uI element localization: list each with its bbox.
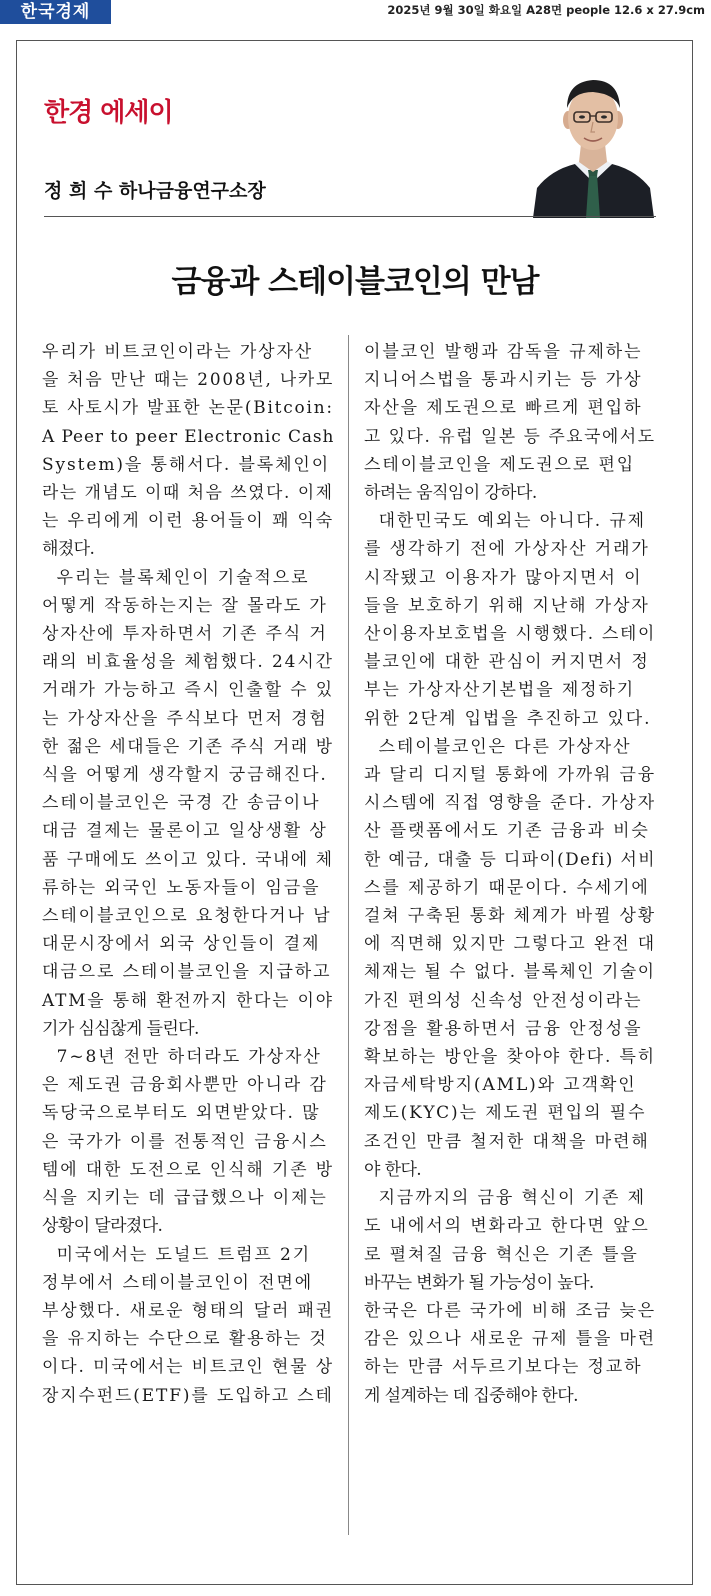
body-line: 한국은 다른 국가에 비해 조금 늦은 <box>364 1300 657 1321</box>
body-line: 과 달리 디지털 통화에 가까워 금융 <box>364 765 657 786</box>
body-line: 가진 편의성 신속성 안전성이라는 <box>364 990 643 1011</box>
body-line: 감은 있으나 새로운 규제 틀을 마련 <box>364 1329 657 1350</box>
body-line: 독당국으로부터도 외면받았다. 많 <box>42 1103 321 1124</box>
body-line: 블코인에 대한 관심이 커지면서 정 <box>364 652 650 673</box>
masthead <box>0 0 711 24</box>
body-line: 게 설계하는 데 집중해야 한다. <box>364 1385 578 1406</box>
body-line: 식을 어떻게 생각할지 궁금해진다. <box>42 765 328 786</box>
body-line: 하려는 움직임이 강하다. <box>364 483 537 504</box>
body-line: 로 펼쳐질 금융 혁신은 기존 틀을 <box>364 1244 639 1265</box>
body-line: 품 구매에도 쓰이고 있다. 국내에 체 <box>42 849 334 870</box>
body-line: 식을 지키는 데 급급했으나 이제는 <box>42 1188 328 1209</box>
body-line: 상황이 달라졌다. <box>42 1216 163 1237</box>
body-line: 강점을 활용하면서 금융 안정성을 <box>364 1018 643 1039</box>
section-title: 한경 에세이 <box>44 98 173 128</box>
body-line: 장지수펀드(ETF)를 도입하고 스테 <box>42 1385 334 1406</box>
body-line: 한 예금, 대출 등 디파이(Defi) 서비 <box>364 849 656 870</box>
body-line: 대문시장에서 외국 상인들이 결제 <box>42 934 321 955</box>
body-line: 스테이블코인은 다른 가상자산 <box>364 736 632 757</box>
body-line: 스테이블코인은 국경 간 송금이나 <box>42 793 321 814</box>
body-line: 상자산에 투자하면서 기존 주식 거 <box>42 624 328 645</box>
body-line: A Peer to peer Electronic Cash <box>42 426 335 447</box>
body-line: 대금 결제는 물론이고 일상생활 상 <box>42 821 328 842</box>
body-line: 자금세탁방지(AML)와 고객확인 <box>364 1075 637 1096</box>
body-line: 을 처음 만난 때는 2008년, 나카모 <box>42 370 335 391</box>
header-rule <box>44 216 656 217</box>
body-line: 은 국가가 이를 전통적인 금융시스 <box>42 1131 328 1152</box>
body-line: 는 우리에게 이런 용어들이 꽤 익숙 <box>42 511 335 532</box>
body-line: 거래가 가능하고 즉시 인출할 수 있 <box>42 680 335 701</box>
column-divider <box>348 335 349 1535</box>
body-line: 도 내에서의 변화라고 한다면 앞으 <box>364 1216 650 1237</box>
author-portrait <box>531 70 656 218</box>
body-line: 자산을 제도권으로 빠르게 편입하 <box>364 398 643 419</box>
body-line: 걸쳐 구축된 통화 체계가 바뀔 상황 <box>364 906 657 927</box>
body-line: 기가 심심찮게 들린다. <box>42 1018 199 1039</box>
body-line: 이블코인 발행과 감독을 규제하는 <box>364 342 643 362</box>
body-line: 은 제도권 금융회사뿐만 아니라 감 <box>42 1075 328 1096</box>
body-line: 는 가상자산을 주식보다 먼저 경험 <box>42 708 328 729</box>
body-column-left <box>42 338 334 1410</box>
edition-info: 2025년 9월 30일 화요일 A28면 people 12.6 x 27.9cm <box>387 3 705 17</box>
body-line: 미국에서는 도널드 트럼프 2기 <box>42 1244 312 1265</box>
body-line: 대금으로 스테이블코인을 지급하고 <box>42 962 332 983</box>
article-headline: 금융과 스테이블코인의 만남 <box>171 264 539 300</box>
body-line: 위한 2단계 입법을 추진하고 있다. <box>364 708 652 729</box>
body-line: 류하는 외국인 노동자들이 임금을 <box>42 877 321 898</box>
body-line: 정부에서 스테이블코인이 전면에 <box>42 1272 314 1293</box>
body-line: 어떻게 작동하는지는 잘 몰라도 가 <box>42 595 328 616</box>
newspaper-logo: 한국경제 <box>0 0 111 24</box>
body-line: 산이용자보호법을 시행했다. 스테이 <box>364 624 657 645</box>
body-line: 확보하는 방안을 찾아야 한다. 특히 <box>364 1047 657 1068</box>
byline: 정 희 수 하나금융연구소장 <box>44 180 266 202</box>
body-line: 산 플랫폼에서도 기존 금융과 비슷 <box>364 821 650 842</box>
body-line: 체재는 될 수 없다. 블록체인 기술이 <box>364 962 656 983</box>
body-column-right <box>364 338 656 1410</box>
body-line: 부는 가상자산기본법을 제정하기 <box>364 680 636 701</box>
body-line: 지금까지의 금융 혁신이 기존 제 <box>364 1188 647 1209</box>
body-line: ATM을 통해 환전까지 한다는 이야 <box>42 990 334 1011</box>
body-line: 에 직면해 있지만 그렇다고 완전 대 <box>364 934 657 955</box>
body-line: 스테이블코인을 제도권으로 편입 <box>364 454 636 475</box>
body-line: 하는 만큼 서두르기보다는 정교하 <box>364 1357 643 1378</box>
body-line: 스를 제공하기 때문이다. 수세기에 <box>364 877 650 898</box>
body-line: 지니어스법을 통과시키는 등 가상 <box>364 370 643 391</box>
body-line: 야 한다. <box>364 1159 422 1180</box>
body-line: 를 생각하기 전에 가상자산 거래가 <box>364 539 650 560</box>
body-line: 이다. 미국에서는 비트코인 현물 상 <box>42 1357 335 1378</box>
body-line: 바꾸는 변화가 될 가능성이 높다. <box>364 1272 594 1293</box>
body-line: 라는 개념도 이때 처음 쓰였다. 이제 <box>42 483 334 504</box>
body-line: 우리가 비트코인이라는 가상자산 <box>42 342 314 362</box>
body-line: 시스템에 직접 영향을 준다. 가상자 <box>364 793 657 814</box>
body-line: 해졌다. <box>42 539 95 560</box>
body-line: 래의 비효율성을 체험했다. 24시간 <box>42 652 334 673</box>
body-line: 대한민국도 예외는 아니다. 규제 <box>364 511 647 532</box>
body-line: 스테이블코인으로 요청한다거나 남 <box>42 906 332 927</box>
body-line: 시작됐고 이용자가 많아지면서 이 <box>364 567 643 588</box>
body-line: 조건인 만큼 철저한 대책을 마련해 <box>364 1131 650 1152</box>
body-line: 제도(KYC)는 제도권 편입의 필수 <box>364 1103 647 1124</box>
body-line: System)을 통해서다. 블록체인이 <box>42 454 331 475</box>
body-line: 한 젊은 세대들은 기존 주식 거래 방 <box>42 736 334 757</box>
body-line: 을 유지하는 수단으로 활용하는 것 <box>42 1329 328 1350</box>
body-line: 우리는 블록체인이 기술적으로 <box>42 567 310 588</box>
body-line: 7~8년 전만 하더라도 가상자산 <box>42 1047 322 1068</box>
body-line: 토 사토시가 발표한 논문(Bitcoin: <box>42 398 334 419</box>
body-line: 부상했다. 새로운 형태의 달러 패권 <box>42 1300 335 1321</box>
body-line: 들을 보호하기 위해 지난해 가상자 <box>364 595 650 616</box>
body-line: 템에 대한 도전으로 인식해 기존 방 <box>42 1159 335 1180</box>
body-line: 고 있다. 유럽 일본 등 주요국에서도 <box>364 426 656 447</box>
